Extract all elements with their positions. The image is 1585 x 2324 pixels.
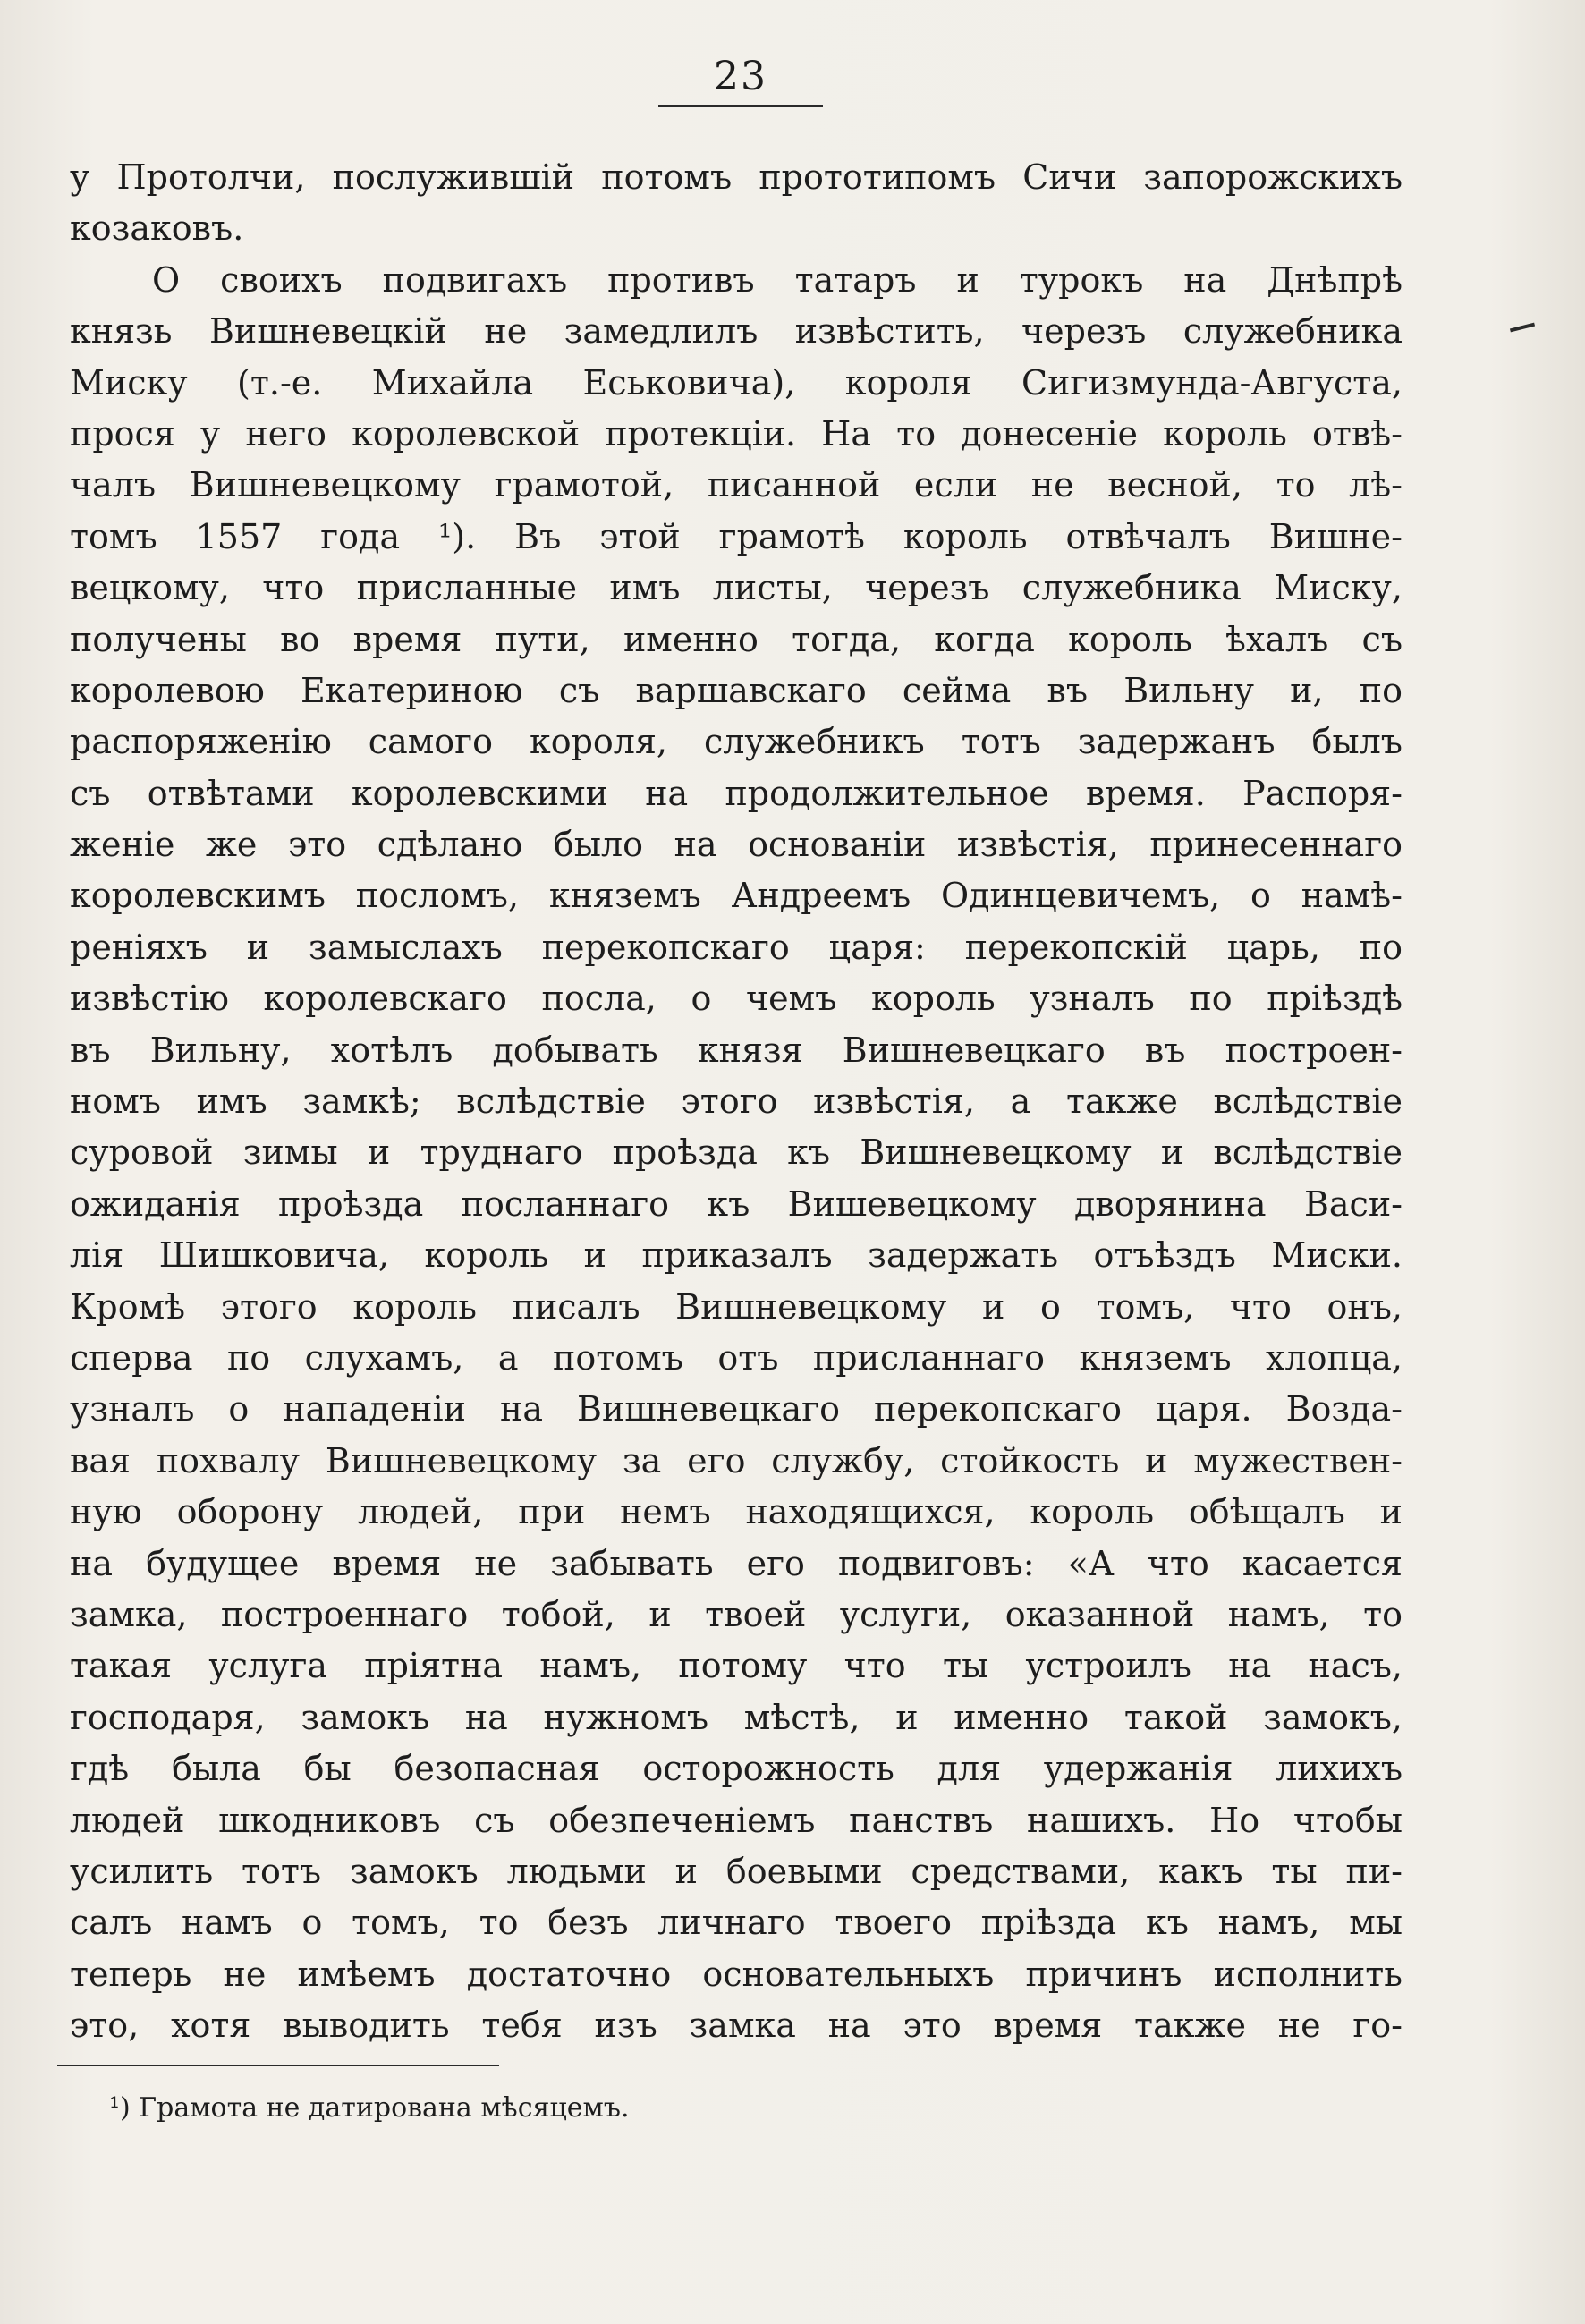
text-line: князь Вишневецкій не замедлилъ извѣстить, черезъ служебника (70, 311, 1403, 352)
text-line: Кромѣ этого король писалъ Вишневецкому и о томъ, что онъ, (70, 1286, 1403, 1327)
text-line: людей шкодниковъ съ обезпеченіемъ панствъ нашихъ. Но чтобы (70, 1800, 1403, 1840)
text-line: прося у него королевской протекціи. На то донесеніе король отвѣ- (70, 413, 1403, 454)
text-line: О своихъ подвигахъ противъ татаръ и турокъ на Днѣпрѣ (152, 259, 1403, 300)
text-line: королевскимъ посломъ, княземъ Андреемъ Одинцевичемъ, о намѣ- (70, 876, 1403, 916)
text-line: съ отвѣтами королевскими на продолжительное время. Распоря- (70, 773, 1403, 813)
text-line: реніяхъ и замыслахъ перекопскаго царя: перекопскій царь, по (70, 927, 1403, 967)
text-line: въ Вильну, хотѣлъ добывать князя Вишневецкаго въ построен- (70, 1030, 1403, 1070)
text-line: суровой зимы и труднаго проѣзда къ Вишневецкому и вслѣдствіе (70, 1132, 1403, 1173)
text-line: томъ 1557 года ¹). Въ этой грамотѣ король отвѣчалъ Вишне- (70, 516, 1403, 556)
text-line: замка, построеннаго тобой, и твоей услуги, оказанной намъ, то (70, 1594, 1403, 1634)
text-line: сперва по слухамъ, а потомъ отъ присланнаго княземъ хлопца, (70, 1337, 1403, 1378)
text-line: получены во время пути, именно тогда, когда король ѣхалъ съ (70, 619, 1403, 659)
body-text (70, 152, 1403, 2051)
text-line: вая похвалу Вишневецкому за его службу, стойкость и мужествен- (70, 1440, 1403, 1480)
text-line: лія Шишковича, король и приказалъ задержать отъѣздъ Миски. (70, 1235, 1403, 1276)
page-number: 23 (714, 54, 767, 99)
footnote-rule (57, 2065, 499, 2066)
text-line: гдѣ была бы безопасная осторожность для удержанія лихихъ (70, 1749, 1403, 1789)
text-line: ожиданія проѣзда посланнаго къ Вишевецкому дворянина Васи- (70, 1183, 1403, 1224)
text-line: узналъ о нападеніи на Вишневецкаго перекопскаго царя. Возда- (70, 1389, 1403, 1429)
text-line: чалъ Вишневецкому грамотой, писанной если не весной, то лѣ- (70, 465, 1403, 505)
text-line: вецкому, что присланные имъ листы, черезъ служебника Миску, (70, 568, 1403, 608)
text-line: господаря, замокъ на нужномъ мѣстѣ, и именно такой замокъ, (70, 1697, 1403, 1737)
text-line: ную оборону людей, при немъ находящихся, король обѣщалъ и (70, 1492, 1403, 1532)
text-line: на будущее время не забывать его подвиговъ: «А что касается (70, 1543, 1403, 1583)
page-number-rule (658, 105, 823, 107)
text-line: Миску (т.-е. Михайла Еськовича), короля Сигизмунда-Августа, (70, 362, 1403, 403)
text-line: это, хотя выводить тебя изъ замка на это время также не го- (70, 2006, 1403, 2046)
text-line: такая услуга пріятна намъ, потому что ты устроилъ на насъ, (70, 1646, 1403, 1686)
text-line: извѣстію королевскаго посла, о чемъ король узналъ по пріѣздѣ (70, 979, 1403, 1019)
text-line: королевою Екатериною съ варшавскаго сейма въ Вильну и, по (70, 670, 1403, 710)
text-line: усилить тотъ замокъ людьми и боевыми средствами, какъ ты пи- (70, 1851, 1403, 1891)
text-line: у Протолчи, послужившій потомъ прототипомъ Сичи запорожскихъ (70, 157, 1403, 197)
text-line: салъ намъ о томъ, то безъ личнаго твоего пріѣзда къ намъ, мы (70, 1903, 1403, 1943)
footnote: ¹) Грамота не датирована мѣсяцемъ. (109, 2092, 630, 2124)
margin-pencil-mark (1510, 323, 1535, 333)
text-line: номъ имъ замкѣ; вслѣдствіе этого извѣстія, а также вслѣдствіе (70, 1081, 1403, 1122)
text-line: распоряженію самого короля, служебникъ тотъ задержанъ былъ (70, 722, 1403, 762)
text-line: женіе же это сдѣлано было на основаніи извѣстія, принесеннаго (70, 825, 1403, 865)
text-line: теперь не имѣемъ достаточно основательныхъ причинъ исполнить (70, 1954, 1403, 1994)
text-line: козаковъ. (70, 208, 244, 249)
